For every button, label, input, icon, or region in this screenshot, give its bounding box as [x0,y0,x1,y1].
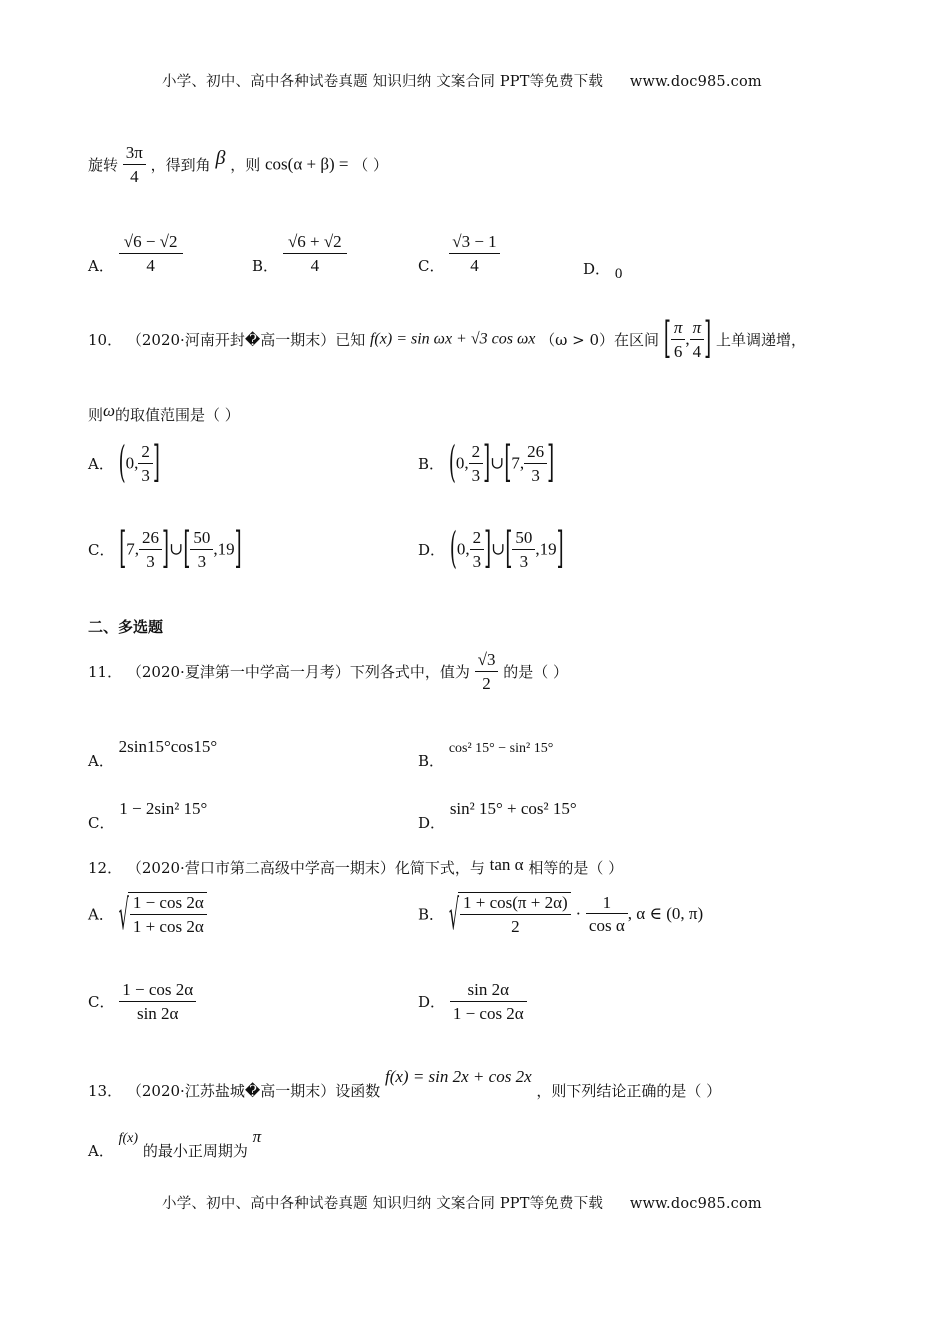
fraction-numerator: 1 [602,892,612,912]
option-label: D． [418,993,446,1012]
option-label: A． [88,905,114,924]
q9-option-b-fraction [283,232,347,275]
fraction-denominator: 3 [470,549,485,572]
fraction [130,893,207,936]
q10-stem [88,314,806,365]
q9-rotation-fraction [123,143,146,186]
option-label: A． [88,1142,114,1160]
option-label: A． [88,455,114,474]
radical-sign: √ [448,889,460,939]
option-label: B． [252,257,279,276]
question-number: 13． [88,1082,123,1100]
fraction-denominator: 4 [690,339,705,362]
fraction-numerator: 50 [515,528,533,547]
union-symbol: ∪ [490,453,505,473]
q10-tail: 上单调递增， [715,331,806,350]
q11-option-c[interactable] [88,798,208,832]
q11-option-a-expr: 2sin15°cos15° [118,737,218,756]
fraction-denominator: sin 2α [119,1001,196,1024]
q10-option-b[interactable] [418,438,555,489]
question-number: 12． [88,859,123,877]
q13-option-a-text: 的最小正周期为 [142,1142,248,1160]
fraction-numerator: 1 − cos 2α [122,980,194,999]
right-bracket: ] [547,438,555,489]
right-bracket: ] [704,314,712,365]
fraction [190,528,213,571]
fraction-numerator: √6 − √2 [123,232,178,251]
page-footer [162,1192,762,1213]
sqrt-content [458,892,571,936]
q12-tan: tan α [489,855,524,874]
union-symbol: ∪ [169,539,184,559]
comma: , [685,329,690,349]
q9-answer-paren: （ ） [353,156,389,175]
q12-option-a[interactable] [88,889,207,939]
fraction [470,528,485,571]
footer-url[interactable]: www.doc985.com [629,1196,762,1212]
fraction-denominator: 3 [524,463,547,486]
q10-option-a[interactable] [88,438,160,489]
question-number: 11． [88,663,123,682]
page-header [162,70,762,91]
fraction [139,528,162,571]
q11-option-d[interactable] [418,798,577,832]
fraction-numerator: 26 [142,528,160,547]
option-label: A． [88,257,114,276]
fraction-denominator: 2 [475,671,499,694]
q10-condition: （ω > 0）在区间 [540,331,660,350]
math-text: 7, [511,453,525,473]
fraction-denominator: 3 [138,463,153,486]
q11-option-b-expr: cos² 15° − sin² 15° [448,741,554,756]
right-bracket: ] [556,524,564,575]
q10-interval-left [671,318,686,361]
fraction [586,893,628,936]
option-label: C． [418,257,445,276]
q9-expression: cos(α + β) = [265,154,349,174]
math-text: ,19 [213,539,235,559]
fraction-numerator: 1 − cos 2α [132,893,204,912]
left-paren: ( [118,438,126,489]
q11-stem [88,650,568,693]
q12-tail: 相等的是（ ） [528,859,624,877]
radical-sign: √ [118,889,129,939]
header-url[interactable]: www.doc985.com [629,74,762,90]
q13-option-a-function: f(x) [118,1131,139,1146]
right-bracket: ] [152,438,160,489]
fraction [469,442,484,485]
option-label: C． [88,541,115,560]
fraction-denominator: 2 [460,914,571,937]
option-label: B． [418,905,445,924]
option-label: B． [418,752,445,770]
q9-rot-num: 3π [125,143,143,162]
q13-function: f(x) = sin 2x + cos 2x [384,1067,532,1086]
option-label: B． [418,455,445,474]
q9-stem-then: ，则 [230,156,261,175]
math-text: 0, [125,453,139,473]
math-text: 0, [455,453,469,473]
q11-tail: 的是（ ） [503,663,569,682]
fraction [138,442,153,485]
fraction [512,528,535,571]
fraction-denominator: 4 [119,253,183,276]
q9-stem-prefix: 旋转 [88,156,119,175]
left-bracket: [ [663,314,671,365]
q9-option-a[interactable] [88,232,183,275]
sqrt-content [128,892,207,936]
fraction-numerator: 2 [141,442,150,461]
q9-stem [88,143,388,186]
q9-option-d[interactable] [583,258,623,282]
option-label: D． [418,541,446,560]
q10-interval-right [690,318,705,361]
union-symbol: ∪ [491,539,506,559]
fraction [460,893,571,936]
q12-source: （2020·营口市第二高级中学高一期末）化简下式，与 [126,859,485,877]
fraction-numerator: π [692,318,702,337]
footer-text: 小学、初中、高中各种试卷真题 知识归纳 文案合同 PPT等免费下载 [162,1196,604,1212]
fraction-denominator: 6 [671,339,686,362]
q12-option-b-condition: , α ∈ (0, π) [627,904,704,924]
question-number: 10． [88,331,123,350]
fraction-denominator: 4 [449,253,499,276]
q13-option-a-pi: π [252,1127,262,1146]
q13-stem [88,1066,722,1100]
fraction-denominator: 3 [469,463,484,486]
right-bracket: ] [162,524,170,575]
option-label: D． [583,260,611,278]
fraction-numerator: 2 [471,442,481,461]
q10-omega: ω [103,401,116,420]
q9-rot-den: 4 [123,164,146,187]
right-bracket: ] [484,524,492,575]
q9-option-c-fraction [449,232,499,275]
fraction-numerator: 1 + cos(π + 2α) [463,893,568,912]
fraction-denominator: cos α [586,913,628,936]
q10-source: （2020·河南开封�高一期末）已知 [126,331,366,350]
math-text: 0, [456,539,470,559]
q13-option-a[interactable] [88,1126,262,1160]
q9-beta: β [215,147,226,170]
q12-stem [88,857,623,878]
left-bracket: [ [504,438,512,489]
fraction-numerator: 26 [527,442,545,461]
left-bracket: [ [505,524,513,575]
section-title: 二、多选题 [88,618,164,636]
fraction-numerator: √3 [477,650,496,669]
q12-option-d[interactable] [418,980,527,1023]
left-bracket: [ [119,524,127,575]
q10-line2-prefix: 则 [88,406,104,424]
q9-option-b[interactable] [252,232,347,275]
q13-tail: ，则下列结论正确的是（ ） [536,1082,722,1100]
fraction-numerator: π [673,318,683,337]
q13-source: （2020·江苏盐城�高一期末）设函数 [126,1082,381,1100]
option-label: C． [88,993,115,1012]
q9-option-c[interactable] [418,232,500,275]
sqrt [118,889,207,939]
math-text: 7, [126,539,140,559]
q11-option-b[interactable] [418,736,554,770]
option-label: C． [88,814,115,832]
left-bracket: [ [183,524,191,575]
header-text: 小学、初中、高中各种试卷真题 知识归纳 文案合同 PPT等免费下载 [162,74,604,90]
left-paren: ( [448,438,456,489]
fraction-numerator: √6 + √2 [287,232,342,251]
q12-option-c[interactable] [88,980,196,1023]
q12-option-b[interactable] [418,889,704,939]
q11-source: （2020·夏津第一中学高一月考）下列各式中，值为 [126,663,470,682]
fraction-denominator: 3 [139,549,162,572]
fraction-denominator: 3 [512,549,535,572]
q10-line2 [88,401,240,425]
q10-option-d[interactable] [418,524,564,575]
fraction-numerator: √3 − 1 [452,232,497,251]
option-label: D． [418,814,446,832]
fraction [119,980,196,1023]
fraction-denominator: 1 − cos 2α [450,1001,527,1024]
fraction-numerator: 2 [472,528,482,547]
fraction [450,980,527,1023]
right-bracket: ] [234,524,242,575]
fraction-numerator: sin 2α [467,980,510,999]
q9-stem-mid: ，得到角 [150,156,211,175]
fraction [524,442,547,485]
math-text: ,19 [535,539,557,559]
fraction-denominator: 1 + cos 2α [130,914,207,937]
right-bracket: ] [483,438,491,489]
q9-option-a-fraction [119,232,183,275]
option-label: A． [88,752,114,770]
fraction-numerator: 50 [193,528,211,547]
q11-option-c-expr: 1 − 2sin² 15° [119,799,208,818]
q10-option-c[interactable] [88,524,242,575]
left-paren: ( [449,524,457,575]
q10-function: f(x) = sin ωx + √3 cos ωx [369,330,536,348]
sqrt [448,889,571,939]
q11-value-fraction [475,650,499,693]
fraction-denominator: 3 [190,549,213,572]
q9-option-d-value: 0 [614,266,623,282]
multiply-dot: · [575,904,582,924]
q11-option-a[interactable] [88,736,218,770]
fraction-denominator: 4 [283,253,347,276]
q11-option-d-expr: sin² 15° + cos² 15° [449,799,577,818]
q10-line2-tail: 的取值范围是（ ） [115,406,240,424]
